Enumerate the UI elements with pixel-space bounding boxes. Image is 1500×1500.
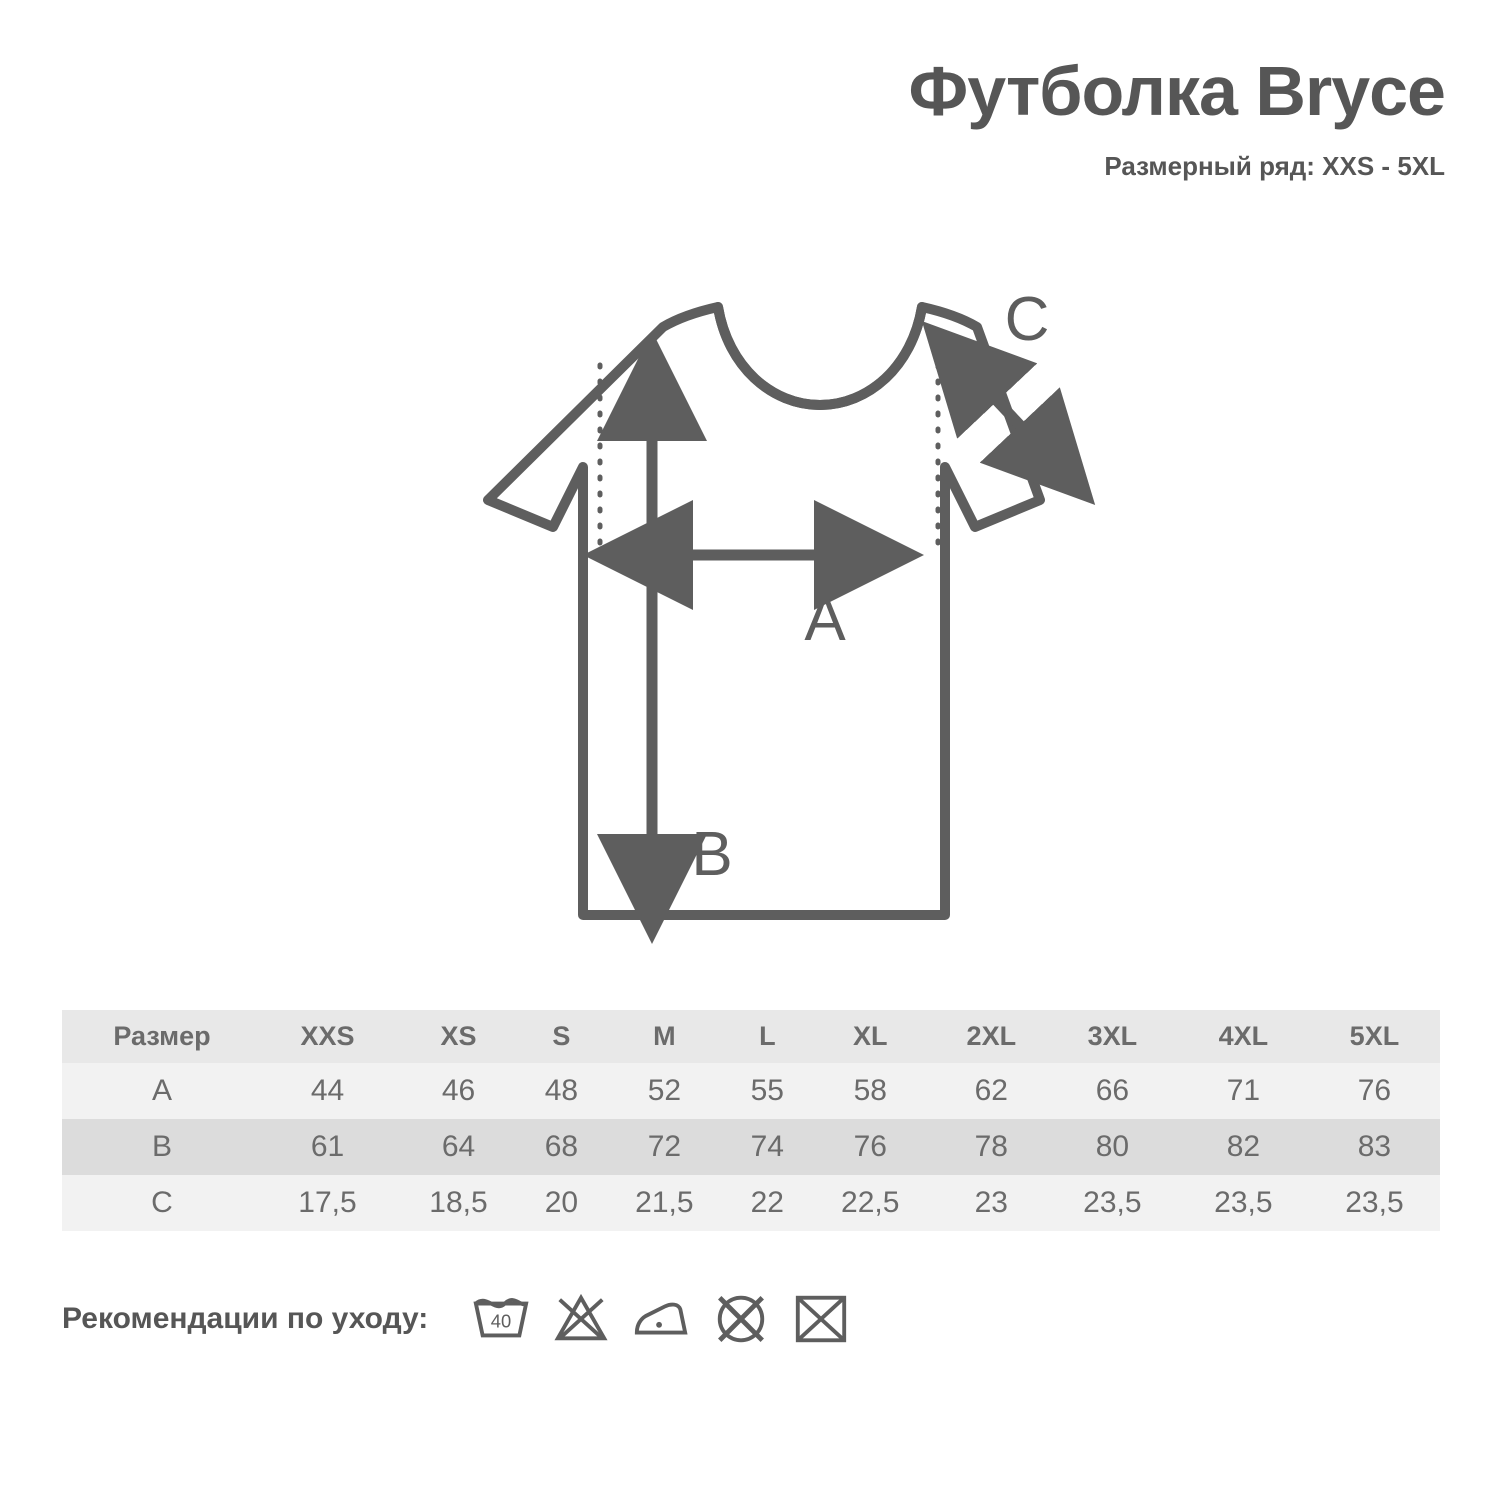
table-header-row — [62, 1010, 1440, 1063]
no-dryclean-icon — [712, 1290, 770, 1348]
header — [908, 52, 1445, 182]
table-row-label: B — [151, 1130, 172, 1163]
table-cell: 23,5 — [1345, 1186, 1404, 1219]
table-cell: 22 — [750, 1186, 784, 1219]
table-cell: 20 — [544, 1186, 579, 1219]
tshirt-diagram — [0, 255, 1500, 955]
table-cell: 62 — [974, 1074, 1008, 1107]
table-cell: 64 — [441, 1130, 476, 1163]
table-header-cell: Размер — [113, 1021, 211, 1051]
table-cell: 48 — [544, 1074, 579, 1107]
table-row-label: C — [151, 1186, 173, 1219]
table-cell: 17,5 — [298, 1186, 357, 1219]
page-title: Футболка Bryce — [908, 52, 1445, 130]
table-cell: 46 — [441, 1074, 476, 1107]
table-header-cell: 2XL — [966, 1021, 1017, 1051]
table-header-cell: S — [552, 1021, 571, 1051]
table-cell: 78 — [974, 1130, 1008, 1163]
table-cell: 52 — [647, 1074, 682, 1107]
table-header-cell: M — [653, 1021, 676, 1051]
wash-40-icon — [472, 1290, 530, 1348]
care-icon-list — [472, 1290, 850, 1348]
table-cell: 76 — [1357, 1074, 1392, 1107]
table-cell: 66 — [1095, 1074, 1130, 1107]
table-cell: 18,5 — [429, 1186, 488, 1219]
table-header-cell: 5XL — [1349, 1021, 1400, 1051]
table-row-label: A — [151, 1074, 172, 1107]
table-row — [62, 1175, 1440, 1231]
table-row — [62, 1119, 1440, 1175]
table-cell: 72 — [647, 1130, 682, 1163]
care-label: Рекомендации по уходу: — [62, 1302, 429, 1335]
table-header-cell: XS — [440, 1021, 477, 1051]
table-header-cell: 3XL — [1087, 1021, 1138, 1051]
table-cell: 82 — [1226, 1130, 1261, 1163]
no-tumble-dry-icon — [792, 1290, 850, 1348]
table-cell: 23 — [974, 1186, 1008, 1219]
table-cell: 61 — [310, 1130, 345, 1163]
care-instructions — [62, 1290, 850, 1348]
table-header-cell: L — [759, 1021, 776, 1051]
table-header-cell: XXS — [300, 1021, 355, 1051]
measure-c-arrow — [952, 353, 1065, 473]
table-cell: 22,5 — [841, 1186, 900, 1219]
table-cell: 21,5 — [635, 1186, 694, 1219]
table-cell: 23,5 — [1214, 1186, 1273, 1219]
table-header-cell: 4XL — [1218, 1021, 1269, 1051]
size-table — [62, 1010, 1440, 1231]
table-cell: 68 — [544, 1130, 579, 1163]
table-cell: 58 — [853, 1074, 887, 1107]
table-cell: 55 — [750, 1074, 784, 1107]
iron-low-icon — [632, 1290, 690, 1348]
table-cell: 74 — [750, 1130, 784, 1163]
wash-temperature-value: 40 — [490, 1310, 512, 1332]
table-cell: 44 — [310, 1074, 345, 1107]
tshirt-outline — [488, 307, 1040, 915]
table-cell: 23,5 — [1083, 1186, 1142, 1219]
no-bleach-icon — [552, 1290, 610, 1348]
table-row — [62, 1063, 1440, 1119]
size-range-subtitle: Размерный ряд: XXS - 5XL — [1104, 150, 1445, 181]
measure-c-label: C — [1004, 285, 1050, 354]
table-cell: 83 — [1357, 1130, 1392, 1163]
measure-b-label: B — [691, 820, 733, 889]
table-cell: 71 — [1226, 1074, 1261, 1107]
measure-a-label: A — [804, 585, 846, 654]
table-header-cell: XL — [852, 1021, 888, 1051]
table-cell: 80 — [1095, 1130, 1130, 1163]
table-cell: 76 — [853, 1130, 887, 1163]
